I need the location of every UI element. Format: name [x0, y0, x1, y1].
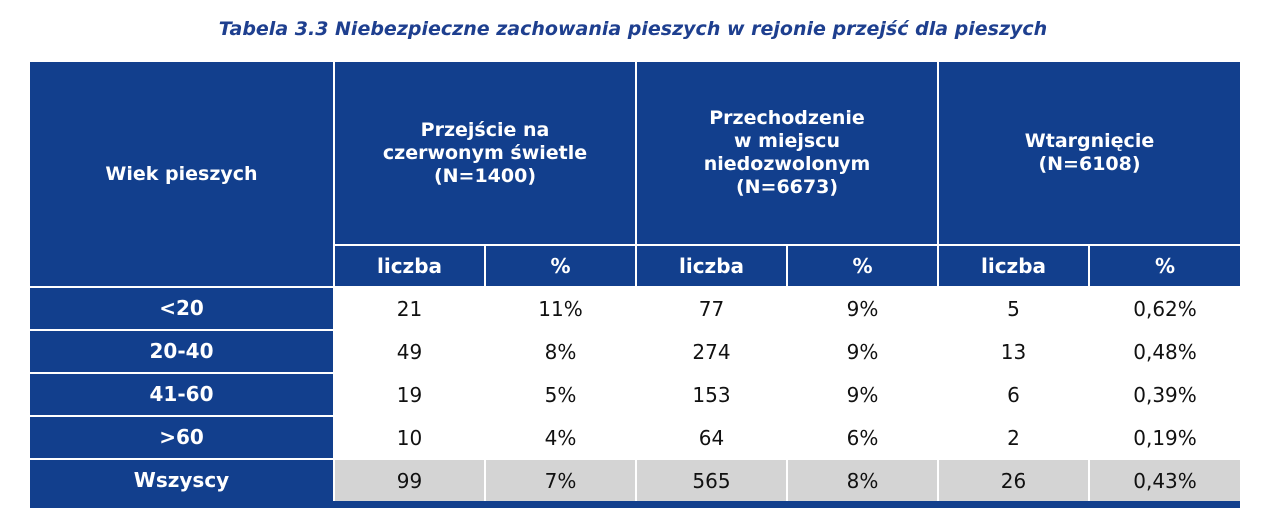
table-cell: 6: [938, 373, 1089, 416]
table-cell: 19: [334, 373, 485, 416]
total-row: [30, 459, 1240, 501]
age-cell: >60: [30, 416, 334, 459]
table-cell: 0,39%: [1089, 373, 1240, 416]
group-header-line: czerwonym świetle: [382, 141, 588, 164]
subheader-count: liczba: [334, 245, 485, 287]
data-table: [30, 62, 1240, 501]
table-cell: 49: [334, 330, 485, 373]
table-cell: 0,43%: [1089, 459, 1240, 501]
group-header-red-light: [334, 62, 636, 245]
age-cell: <20: [30, 287, 334, 330]
header-row: [30, 62, 1240, 245]
table-cell: 77: [636, 287, 787, 330]
table-caption: Tabela 3.3 Niebezpieczne zachowania pieszych w rejonie przejść dla pieszych: [218, 18, 1048, 40]
age-cell-total: Wszyscy: [30, 459, 334, 501]
data-table-container: [30, 62, 1240, 508]
group-header-count: (N=6673): [735, 176, 839, 198]
group-header-illegal-crossing: [636, 62, 938, 245]
group-header-count: (N=1400): [433, 164, 537, 187]
table-cell: 5%: [485, 373, 636, 416]
table-row: [30, 330, 1240, 373]
group-header-line: Wtargnięcie: [1024, 130, 1155, 152]
age-column-header: Wiek pieszych: [30, 62, 334, 287]
table-cell: 10: [334, 416, 485, 459]
table-cell: 13: [938, 330, 1089, 373]
table-cell: 64: [636, 416, 787, 459]
age-cell: 41-60: [30, 373, 334, 416]
table-cell: 565: [636, 459, 787, 501]
age-cell: 20-40: [30, 330, 334, 373]
group-header-line: niedozwolonym: [703, 153, 871, 175]
group-header-line: Przechodzenie: [709, 107, 865, 129]
subheader-percent: %: [787, 245, 938, 287]
group-header-count: (N=6108): [1038, 153, 1141, 175]
table-cell: 26: [938, 459, 1089, 501]
table-cell: 6%: [787, 416, 938, 459]
table-cell: 8%: [787, 459, 938, 501]
group-header-intrusion: [938, 62, 1240, 245]
table-cell: 9%: [787, 330, 938, 373]
table-row: [30, 373, 1240, 416]
table-cell: 4%: [485, 416, 636, 459]
table-cell: 9%: [787, 373, 938, 416]
subheader-count: liczba: [938, 245, 1089, 287]
group-header-line: Przejście na: [420, 118, 550, 141]
table-cell: 0,62%: [1089, 287, 1240, 330]
subheader-percent: %: [1089, 245, 1240, 287]
table-cell: 2: [938, 416, 1089, 459]
table-cell: 8%: [485, 330, 636, 373]
table-cell: 274: [636, 330, 787, 373]
group-header-line: w miejscu: [734, 130, 840, 152]
table-row: [30, 416, 1240, 459]
table-cell: 153: [636, 373, 787, 416]
table-cell: 7%: [485, 459, 636, 501]
table-row: [30, 287, 1240, 330]
table-cell: 0,19%: [1089, 416, 1240, 459]
table-cell: 0,48%: [1089, 330, 1240, 373]
subheader-count: liczba: [636, 245, 787, 287]
table-cell: 5: [938, 287, 1089, 330]
subheader-percent: %: [485, 245, 636, 287]
table-cell: 11%: [485, 287, 636, 330]
table-cell: 9%: [787, 287, 938, 330]
table-cell: 99: [334, 459, 485, 501]
table-cell: 21: [334, 287, 485, 330]
